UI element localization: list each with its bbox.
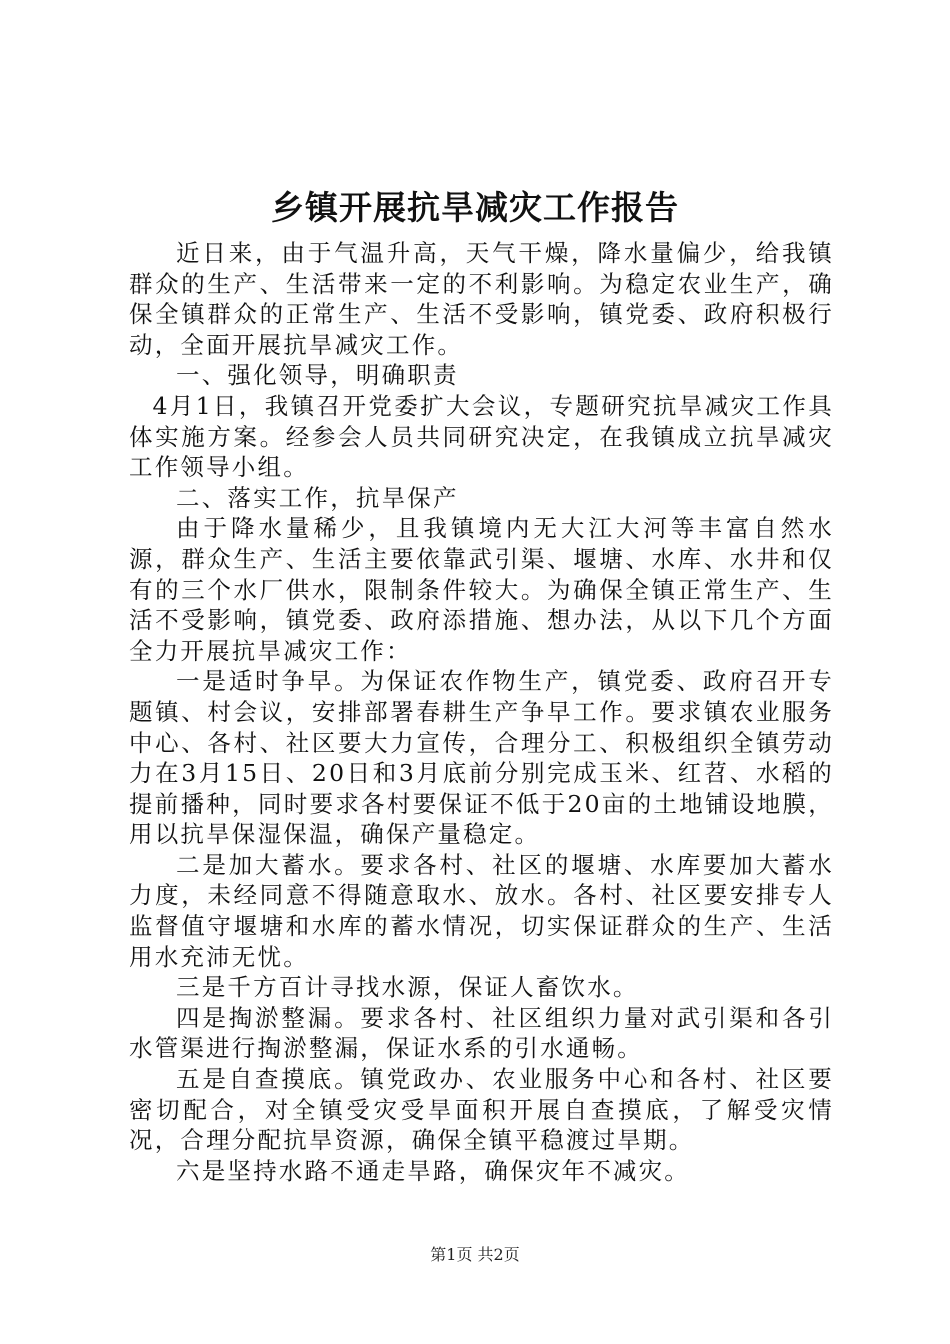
section-heading-1: 一、强化领导，明确职责: [176, 361, 459, 390]
paragraph-measure-6: 六是坚持水路不通走旱路，确保灾年不减灾。: [176, 1156, 690, 1185]
paragraph-meeting: 4月1日，我镇召开党委扩大会议，专题研究抗旱减灾工作具体实施方案。经参会人员共同研究决定，在我镇成立抗旱减灾工作领导小组。: [129, 391, 834, 482]
section-heading-2: 二、落实工作，抗旱保产: [176, 483, 459, 512]
paragraph-measure-4: 四是掏淤整漏。要求各村、社区组织力量对武引渠和各引水管渠进行掏淤整漏，保证水系的引水通畅。: [129, 1003, 834, 1063]
document-body: [129, 238, 834, 1186]
paragraph-water-sources: 由于降水量稀少，且我镇境内无大江大河等丰富自然水源，群众生产、生活主要依靠武引渠、堰塘、水库、水井和仅有的三个水厂供水，限制条件较大。为确保全镇正常生产、生活不受影响，镇党委、政府添措施、想办法，从以下几个方面全力开展抗旱减灾工作：: [129, 514, 834, 665]
paragraph-measure-3: 三是千方百计寻找水源，保证人畜饮水。: [176, 973, 639, 1002]
paragraph-measure-2: 二是加大蓄水。要求各村、社区的堰塘、水库要加大蓄水力度，未经同意不得随意取水、放水。各村、社区要安排专人监督值守堰塘和水库的蓄水情况，切实保证群众的生产、生活用水充沛无忧。: [129, 850, 834, 971]
document-title: 乡镇开展抗旱减灾工作报告: [271, 188, 679, 227]
paragraph-intro: 近日来，由于气温升高，天气干燥，降水量偏少，给我镇群众的生产、生活带来一定的不利影响。为稳定农业生产，确保全镇群众的正常生产、生活不受影响，镇党委、政府积极行动，全面开展抗旱减灾工作。: [129, 239, 834, 359]
page-number-footer: 第1页 共2页: [430, 1245, 520, 1264]
paragraph-measure-1: 一是适时争早。为保证农作物生产，镇党委、政府召开专题镇、村会议，安排部署春耕生产争早工作。要求镇农业服务中心、各村、社区要大力宣传，合理分工、积极组织全镇劳动力在3月15日、20日和3月底前分别完成玉米、红苕、水稻的提前播种，同时要求各村要保证不低于20亩的土地铺设地膜，用以抗旱保湿保温，确保产量稳定。: [129, 667, 834, 849]
paragraph-measure-5: 五是自查摸底。镇党政办、农业服务中心和各村、社区要密切配合，对全镇受灾受旱面积开展自查摸底，了解受灾情况，合理分配抗旱资源，确保全镇平稳渡过旱期。: [129, 1065, 834, 1155]
